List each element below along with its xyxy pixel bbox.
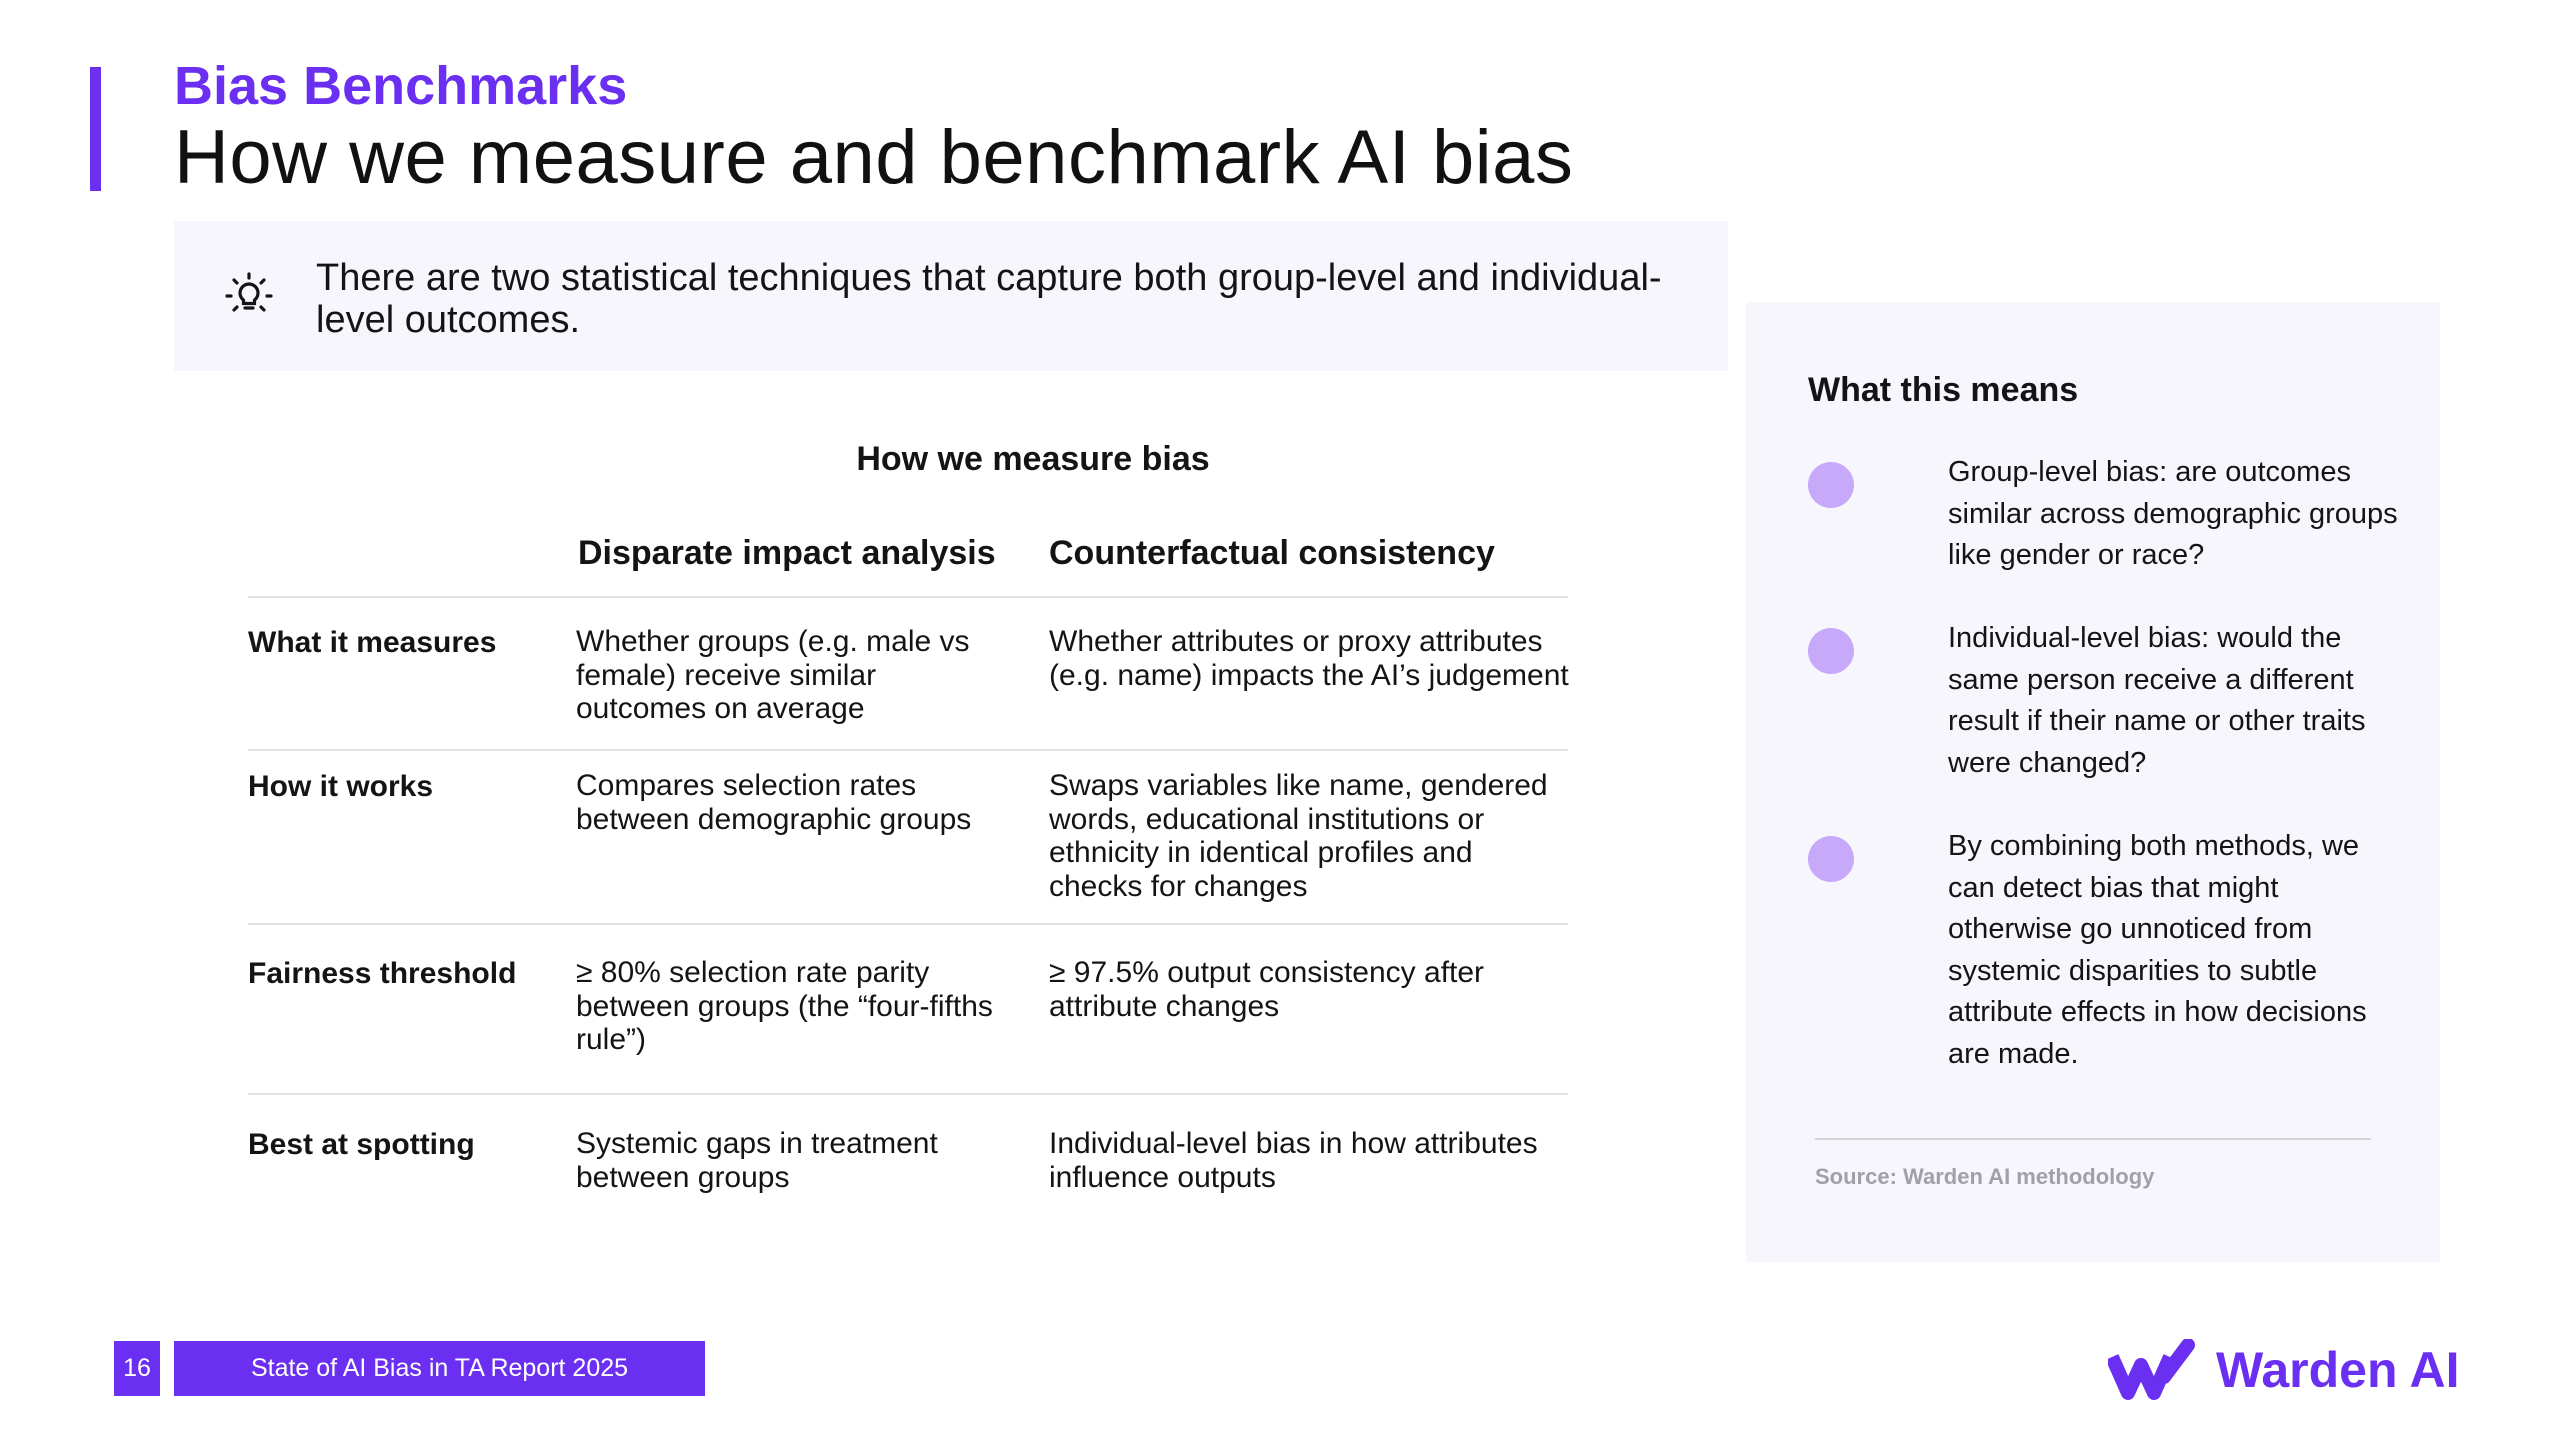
table-divider bbox=[248, 749, 1568, 751]
key-insight-callout bbox=[174, 221, 1728, 371]
table-divider bbox=[248, 923, 1568, 925]
panel-point-text: Group-level bias: are outcomes similar across demographic groups like gender or race? bbox=[1948, 456, 2398, 571]
panel-title: What this means bbox=[1808, 371, 2079, 409]
row-label-what-it-measures: What it measures bbox=[248, 626, 497, 659]
table-cell: Systemic gaps in treatment between groups bbox=[576, 1127, 938, 1194]
table-cell: ≥ 80% selection rate parity between groups (the “four-fifths rule”) bbox=[576, 956, 993, 1056]
source-note: Source: Warden AI methodology bbox=[1815, 1164, 2155, 1189]
row-label-fairness-threshold: Fairness threshold bbox=[248, 957, 517, 990]
bullet-dot bbox=[1808, 462, 1854, 508]
page-title: How we measure and benchmark AI bias bbox=[174, 115, 1574, 200]
table-cell: Compares selection rates between demographic groups bbox=[576, 769, 972, 836]
bullet-dot bbox=[1808, 628, 1854, 674]
table-divider bbox=[248, 1093, 1568, 1095]
section-eyebrow: Bias Benchmarks bbox=[174, 56, 628, 116]
table-cell: Individual-level bias in how attributes influence outputs bbox=[1049, 1127, 1538, 1194]
column-header-disparate-impact: Disparate impact analysis bbox=[578, 534, 996, 572]
panel-point-text: By combining both methods, we can detect bias that might otherwise go unnoticed from systemic disparities to subtle attribute effects in how decisions are made. bbox=[1948, 830, 2367, 1070]
table-cell: Whether attributes or proxy attributes (e.g. name) impacts the AI’s judgement bbox=[1049, 625, 1569, 692]
panel-point-text: Individual-level bias: would the same person receive a different result if their name or other traits were changed? bbox=[1948, 622, 2366, 779]
table-cell: ≥ 97.5% output consistency after attribute changes bbox=[1049, 956, 1485, 1023]
table-cell: Swaps variables like name, gendered words, educational institutions or ethnicity in identical profiles and checks for changes bbox=[1049, 769, 1548, 903]
table-title: How we measure bias bbox=[856, 440, 1210, 478]
what-this-means-panel bbox=[1746, 302, 2440, 1262]
column-header-counterfactual: Counterfactual consistency bbox=[1049, 534, 1495, 572]
brand-name: Warden AI bbox=[2216, 1342, 2460, 1398]
title-accent-bar bbox=[90, 67, 101, 191]
panel-divider bbox=[1815, 1138, 2371, 1140]
callout-text: There are two statistical techniques that capture both group-level and individual-level outcomes. bbox=[316, 257, 1662, 341]
brand-logo bbox=[2108, 1335, 2460, 1405]
report-title-badge: State of AI Bias in TA Report 2025 bbox=[174, 1341, 705, 1396]
lightbulb-icon bbox=[224, 271, 274, 321]
table-divider bbox=[248, 596, 1568, 598]
row-label-best-at-spotting: Best at spotting bbox=[248, 1128, 475, 1161]
row-label-how-it-works: How it works bbox=[248, 770, 434, 803]
bullet-dot bbox=[1808, 836, 1854, 882]
table-cell: Whether groups (e.g. male vs female) receive similar outcomes on average bbox=[576, 625, 970, 725]
page-number: 16 bbox=[114, 1341, 160, 1396]
